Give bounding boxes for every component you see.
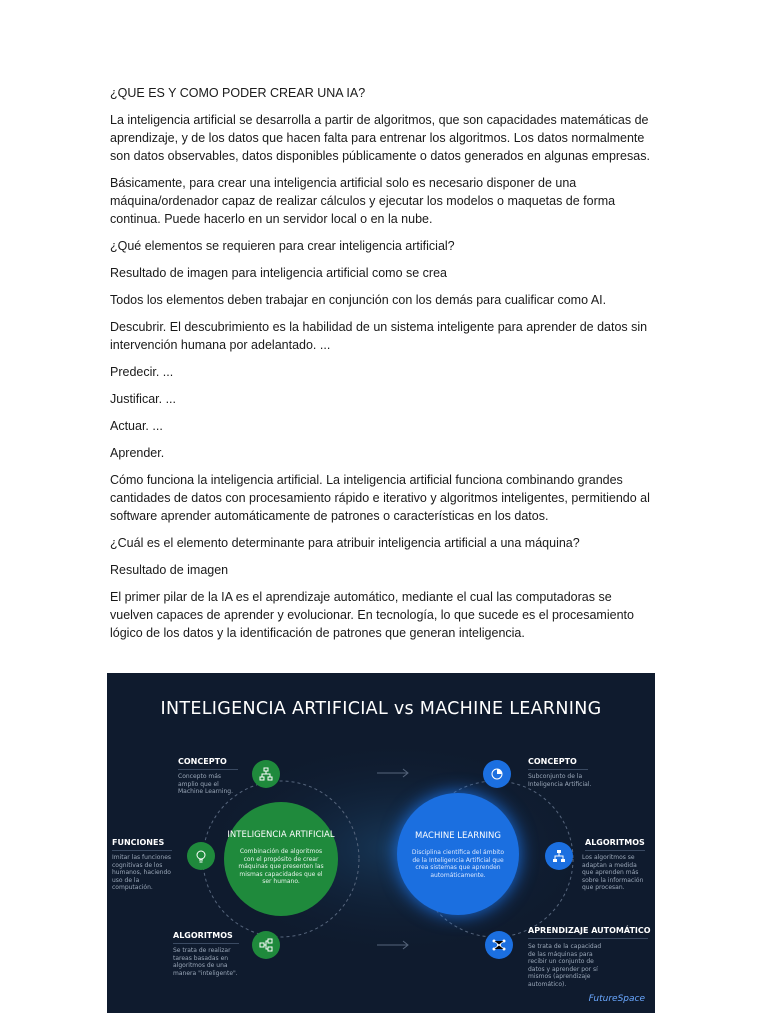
- paragraph: Justificar. ...: [110, 392, 176, 406]
- document-body: [110, 84, 658, 651]
- lightbulb-icon: [187, 842, 215, 870]
- paragraph: Resultado de imagen: [110, 563, 229, 577]
- left-label-funciones-body: Imitar las funciones cognitivas de los humanos, haciendo uso de la computación.: [112, 854, 172, 891]
- paragraph: ¿Cuál es el elemento determinante para atribuir inteligencia artificial a una máquina?: [110, 536, 580, 550]
- paragraph: Todos los elementos deben trabajar en conjunción con los demás para cualificar como AI.: [110, 293, 607, 307]
- ml-circle: [397, 793, 519, 915]
- right-label-aprendizaje-body: Se trata de la capacidad de las máquinas para recibir un conjunto de datos y aprender por sí mismos (aprendizaje automático).: [528, 943, 602, 988]
- right-label-concepto-head: CONCEPTO: [528, 757, 577, 766]
- heading-question: ¿QUE ES Y COMO PODER CREAR UNA IA?: [110, 86, 366, 100]
- flowchart-icon: [252, 931, 280, 959]
- paragraph: Actuar. ...: [110, 419, 163, 433]
- network-icon: [485, 931, 513, 959]
- futurespace-logo: FutureSpace: [588, 994, 645, 1004]
- divider: [112, 850, 172, 851]
- paragraph: Predecir. ...: [110, 365, 174, 379]
- paragraph: Aprender.: [110, 446, 165, 460]
- ai-circle-title: INTELIGENCIA ARTIFICIAL: [227, 830, 335, 840]
- right-label-aprendizaje-head: APRENDIZAJE AUTOMÁTICO: [528, 926, 651, 935]
- paragraph: Cómo funciona la inteligencia artificial. La inteligencia artificial funciona combinando grandes cantidades de datos con procesamiento rápido e iterativo y algoritmos inteligentes, permitiendo al software aprender automáticamente de patrones o características en los datos.: [110, 473, 650, 523]
- ai-vs-ml-infographic: [107, 673, 655, 1013]
- paragraph: Básicamente, para crear una inteligencia artificial solo es necesario disponer de una máquina/ordenador capaz de realizar cálculos y ejecutar los modelos o maquetas de forma continua. Puede hacerlo en un servidor local o en la nube.: [110, 176, 616, 226]
- ai-circle: [224, 802, 338, 916]
- paragraph: Resultado de imagen para inteligencia artificial como se crea: [110, 266, 447, 280]
- paragraph: El primer pilar de la IA es el aprendizaje automático, mediante el cual las computadoras se vuelven capaces de aprender y evolucionar. En tecnología, lo que sucede es el procesamiento lógico de los datos y la identificación de patrones que generan inteligencia.: [110, 590, 634, 640]
- divider: [173, 943, 239, 944]
- pie-chart-icon: [483, 760, 511, 788]
- divider: [178, 769, 238, 770]
- ml-circle-title: MACHINE LEARNING: [415, 831, 501, 841]
- left-label-concepto-head: CONCEPTO: [178, 757, 227, 766]
- left-label-funciones-head: FUNCIONES: [112, 838, 165, 847]
- ai-circle-description: Combinación de algoritmos con el propósito de crear máquinas que presenten las mismas capacidades que el ser humano.: [238, 848, 324, 885]
- right-label-algoritmos-body: Los algoritmos se adaptan a medida que aprenden más sobre la información que procesan.: [582, 854, 644, 891]
- left-label-algoritmos-head: ALGORITMOS: [173, 931, 233, 940]
- paragraph: La inteligencia artificial se desarrolla a partir de algoritmos, que son capacidades matemáticas de aprendizaje, y de los datos que hacen falta para entrenar los algoritmos. Los datos normalmente son datos observables, datos disponibles públicamente o datos generados en algunas empresas.: [110, 113, 650, 163]
- workflow-icon: [545, 842, 573, 870]
- hierarchy-icon: [252, 760, 280, 788]
- right-label-concepto-body: Subconjunto de la Inteligencia Artificial.: [528, 773, 592, 788]
- divider: [585, 850, 645, 851]
- divider: [528, 769, 588, 770]
- ml-circle-description: Disciplina científica del ámbito de la Inteligencia Artificial que crea sistemas que aprenden automáticamente.: [411, 849, 505, 879]
- paragraph: ¿Qué elementos se requieren para crear inteligencia artificial?: [110, 239, 455, 253]
- paragraph: Descubrir. El descubrimiento es la habilidad de un sistema inteligente para aprender de datos sin intervención humana por adelantado. ...: [110, 320, 648, 352]
- infographic-title: INTELIGENCIA ARTIFICIAL vs MACHINE LEARNING: [160, 699, 602, 719]
- left-label-concepto-body: Concepto más amplio que el Machine Learning.: [178, 773, 233, 795]
- left-label-algoritmos-body: Se trata de realizar tareas basadas en algoritmos de una manera "inteligente".: [173, 947, 238, 977]
- divider: [528, 938, 648, 939]
- right-label-algoritmos-head: ALGORITMOS: [585, 838, 645, 847]
